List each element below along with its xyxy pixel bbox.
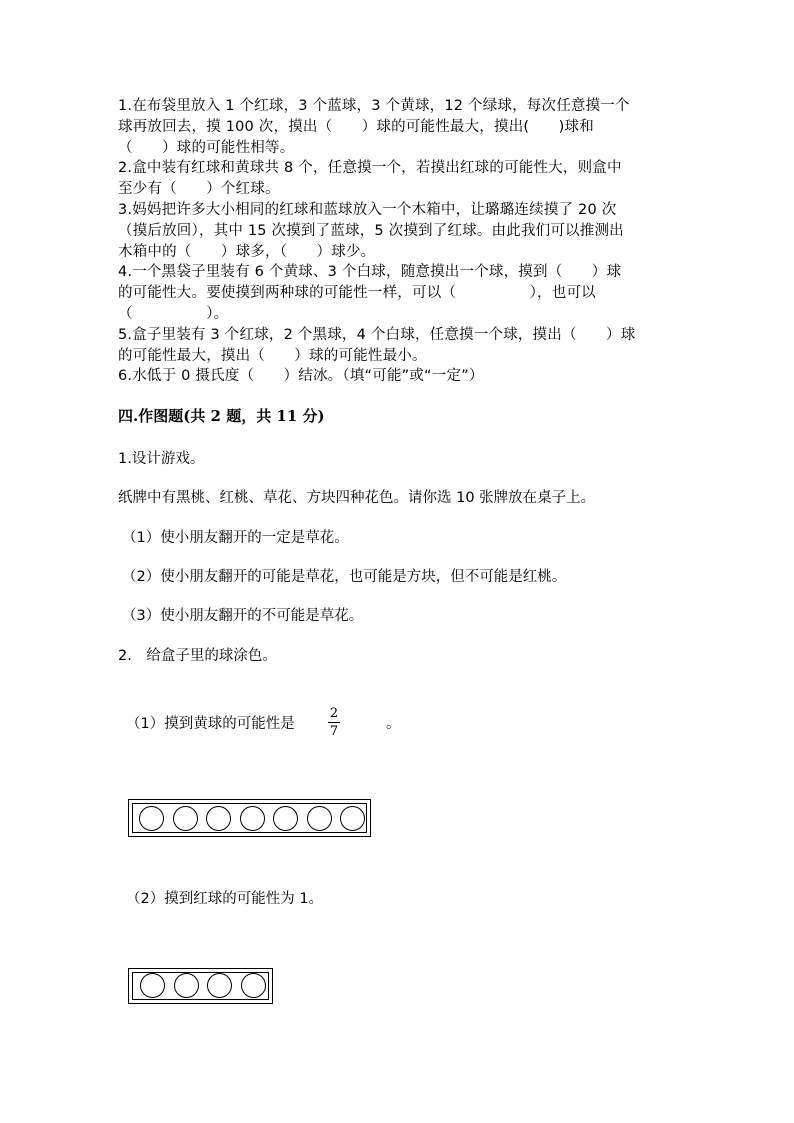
ball-circle[interactable] [140,973,165,998]
ball-circle[interactable] [307,806,332,831]
q2-part1-text: （1）摸到黄球的可能性是 [126,716,295,732]
q1-item: （1）使小朋友翻开的一定是草花。 [122,530,349,546]
question-line: 6.水低于 0 摄氏度（ ）结冰。（填“可能”或“一定”） [118,368,484,385]
fill-in-questions [118,96,688,387]
question-line: 2.盒中装有红球和黄球共 8 个，任意摸一个，若摸出红球的可能性大，则盒中 [118,160,622,177]
ball-circle[interactable] [340,806,365,831]
question-line: 4.一个黑袋子里装有 6 个黄球、3 个白球，随意摸出一个球，摸到（ ）球 [118,264,622,281]
section-title: 四.作图题(共 2 题，共 11 分) [118,407,325,425]
question-line: （摸后放回），其中 15 次摸到了蓝球，5 次摸到了红球。由此我们可以推测出 [118,222,624,239]
q1-item: （3）使小朋友翻开的不可能是草花。 [122,608,364,624]
question-line: 5.盒子里装有 3 个红球，2 个黑球，4 个白球，任意摸一个球，摸出（ ）球 [118,326,636,343]
question-line: （ ）球的可能性相等。 [118,139,295,156]
q2-title: 2. 给盒子里的球涂色。 [118,648,277,664]
question-line: 至少有（ ）个红球。 [118,181,280,198]
question-line: 3.妈妈把许多大小相同的红球和蓝球放入一个木箱中，让璐璐连续摸了 20 次 [118,201,617,218]
ball-box-2 [128,968,273,1004]
fraction-denominator: 7 [329,724,339,739]
fraction [327,705,341,740]
q2-part2-text: （2）摸到红球的可能性为 1。 [126,891,324,907]
question-line: （ ）。 [118,305,229,322]
question-line: 木箱中的（ ）球多，（ ）球少。 [118,243,376,260]
q1-title: 1.设计游戏。 [118,451,205,467]
ball-box-1 [128,799,371,837]
ball-circle[interactable] [207,973,232,998]
question-line: 的可能性大。要使摸到两种球的可能性一样，可以（ ），也可以 [118,285,596,302]
question-line: 的可能性最大，摸出（ ）球的可能性最小。 [118,347,427,364]
ball-circle[interactable] [240,806,265,831]
ball-circle[interactable] [241,973,266,998]
ball-circle[interactable] [206,806,231,831]
ball-circle[interactable] [273,806,298,831]
ball-circle[interactable] [139,806,164,831]
question-line: 球再放回去，摸 100 次，摸出（ ）球的可能性最大，摸出( )球和 [118,118,594,135]
q1-item: （2）使小朋友翻开的可能是草花，也可能是方块，但不可能是红桃。 [122,569,567,585]
fraction-numerator: 2 [329,706,339,721]
q2-part1-period: 。 [386,716,401,732]
q1-intro: 纸牌中有黑桃、红桃、草花、方块四种花色。请你选 10 张牌放在桌子上。 [118,490,596,506]
ball-circle[interactable] [173,806,198,831]
ball-circle[interactable] [174,973,199,998]
question-line: 1.在布袋里放入 1 个红球，3 个蓝球，3 个黄球，12 个绿球，每次任意摸一个 [118,98,630,114]
